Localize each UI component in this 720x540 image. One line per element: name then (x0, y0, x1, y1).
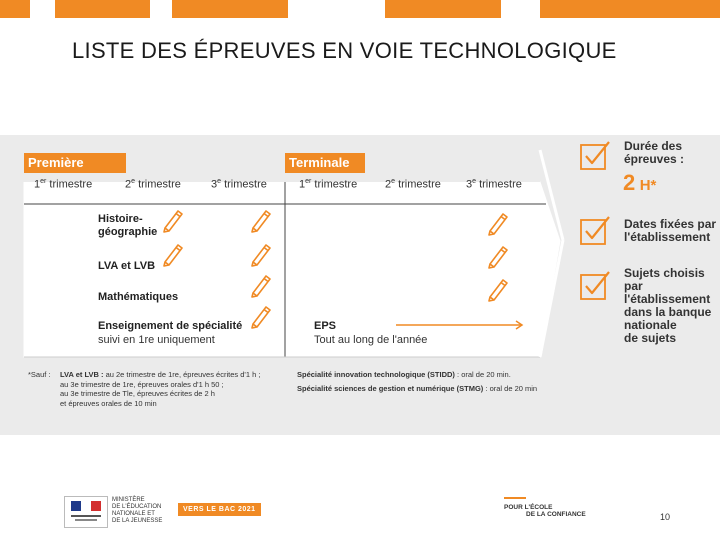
terminale-trimester-3: 3e trimestre (466, 178, 522, 191)
note-left: LVA et LVB : au 2e trimestre de 1re, épreuves écrites d'1 h ; au 3e trimestre de 1re, épreuves orales d'1 h 50 ; au 3e trimestre de Tle, épreuves écrites de 2 h et épreuves orales de 10 min (60, 370, 261, 408)
premiere-header: Première (24, 153, 126, 173)
pencil-icon (160, 207, 186, 233)
subject-eps: EPS (314, 320, 337, 332)
pencil-icon (485, 210, 511, 236)
pencil-icon (248, 303, 274, 329)
slogan: POUR L'ÉCOLE DE LA CONFIANCE (504, 504, 586, 518)
bac-badge: VERS LE BAC 2021 (178, 503, 261, 516)
republique-logo (64, 496, 108, 528)
subject-maths: Mathématiques (98, 291, 179, 303)
duree-value: 2 H* (623, 170, 657, 195)
checkbox-icon (579, 269, 611, 301)
checkbox-icon (579, 139, 611, 171)
top-bar-3 (172, 0, 288, 18)
terminale-header: Terminale (285, 153, 365, 173)
top-bar-2 (55, 0, 150, 18)
note-sauf: *Sauf : (28, 370, 51, 379)
pencil-icon (248, 207, 274, 233)
pencil-icon (160, 241, 186, 267)
pencil-icon (248, 241, 274, 267)
subject-eps-sub: Tout au long de l'année (314, 334, 428, 346)
top-bar-4 (385, 0, 501, 18)
pencil-icon (485, 243, 511, 269)
premiere-trimester-3: 3e trimestre (211, 178, 267, 191)
ministry-label: MINISTÈRE DE L'ÉDUCATION NATIONALE ET DE LA JEUNESSE (112, 497, 163, 524)
premiere-trimester-1: 1er trimestre (34, 178, 93, 191)
pencil-icon (485, 276, 511, 302)
page-number: 10 (660, 512, 671, 522)
dates-label: Dates fixées par l'établissement (624, 217, 717, 244)
terminale-trimester-2: 2e trimestre (385, 178, 441, 191)
slogan-bar (504, 497, 526, 499)
subject-specialite: Enseignement de spécialité (98, 320, 243, 332)
top-bar-5 (540, 0, 720, 18)
pencil-icon (248, 272, 274, 298)
checkbox-icon (579, 214, 611, 246)
terminale-trimester-1: 1er trimestre (299, 178, 358, 191)
top-bar-1 (0, 0, 30, 18)
subject-histoire-geo: Histoire- géographie (98, 213, 158, 238)
duree-label: Durée des épreuves : (624, 139, 685, 166)
premiere-trimester-2: 2e trimestre (125, 178, 181, 191)
slide-title: LISTE DES ÉPREUVES EN VOIE TECHNOLOGIQUE (72, 38, 617, 63)
eps-arrow (314, 318, 529, 332)
note-right: Spécialité innovation technologique (STIDD) : oral de 20 min. Spécialité sciences de gestion et numérique (STMG) : oral de 20 min (297, 370, 538, 393)
sujets-label: Sujets choisis par l'établissement dans la banque nationale de sujets (624, 266, 712, 345)
subject-specialite-sub: suivi en 1re uniquement (98, 334, 215, 346)
subject-lva-lvb: LVA et LVB (98, 260, 156, 272)
